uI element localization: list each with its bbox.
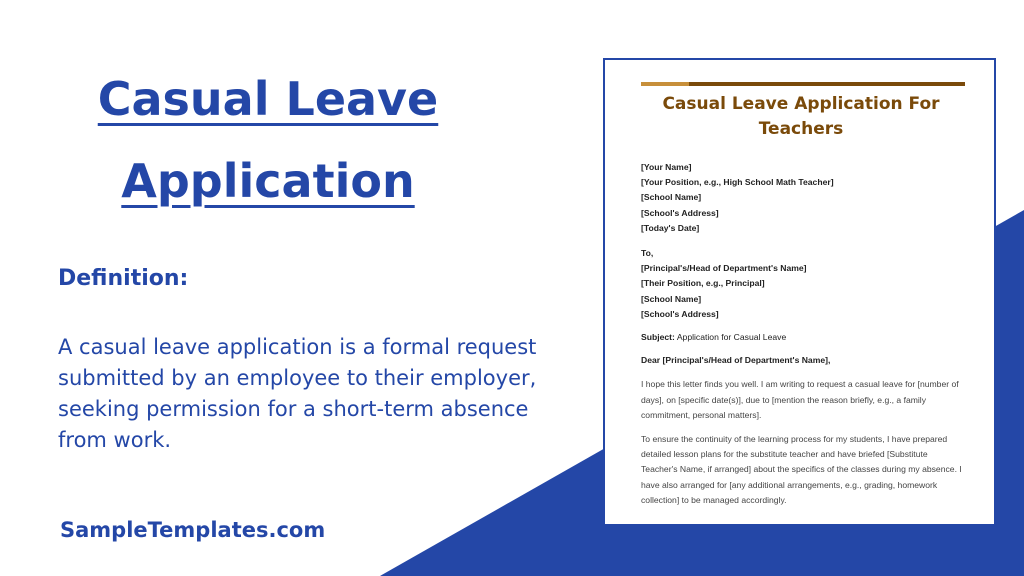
salutation: Dear [Principal's/Head of Department's Name], <box>641 355 831 366</box>
letter-paragraph-2: To ensure the continuity of the learning process for my students, I have prepared detailed lesson plans for the substitute teacher and have briefed [Substitute Teacher's Name, if arranged] about the specifics of the classes during my absence. I have also arranged for [any additional arrangements, e.g., grading, homework collection] to be managed accordingly. <box>641 434 962 505</box>
to-label: To, <box>641 248 654 259</box>
document-body <box>641 160 963 508</box>
subject-text: Application for Casual Leave <box>676 332 787 343</box>
sender-line: [Your Position, e.g., High School Math Teacher] <box>641 177 834 188</box>
document-title: Casual Leave Application For Teachers <box>662 94 940 139</box>
sender-line: [Your Name] <box>641 162 692 172</box>
definition-label: Definition: <box>58 266 189 291</box>
definition-text: A casual leave application is a formal request submitted by an employee to their employer, seeking permission for a short-term absence from work. <box>58 335 537 452</box>
sender-line: [School's Address] <box>641 207 719 218</box>
recipient-line: [Principal's/Head of Department's Name] <box>641 263 807 274</box>
page-title-line-2: Application <box>121 154 415 208</box>
sender-line: [Today's Date] <box>641 222 700 233</box>
subject-label: Subject: <box>641 332 675 343</box>
document-top-bar <box>641 82 965 86</box>
brand-name[interactable]: SampleTemplates.com <box>60 518 326 542</box>
recipient-line: [Their Position, e.g., Principal] <box>641 278 765 289</box>
page-title-line-1: Casual Leave <box>97 72 439 126</box>
document-preview[interactable] <box>603 58 996 526</box>
letter-paragraph-1: I hope this letter finds you well. I am writing to request a casual leave for [number of days], on [specific date(s)], due to [mention the reason briefly, e.g., a family commitment, personal matters]. <box>641 379 959 420</box>
recipient-line: [School Name] <box>641 293 702 304</box>
sender-line: [School Name] <box>641 192 702 203</box>
recipient-line: [School's Address] <box>641 308 719 319</box>
subject-line <box>641 330 963 345</box>
page-title <box>58 58 478 222</box>
